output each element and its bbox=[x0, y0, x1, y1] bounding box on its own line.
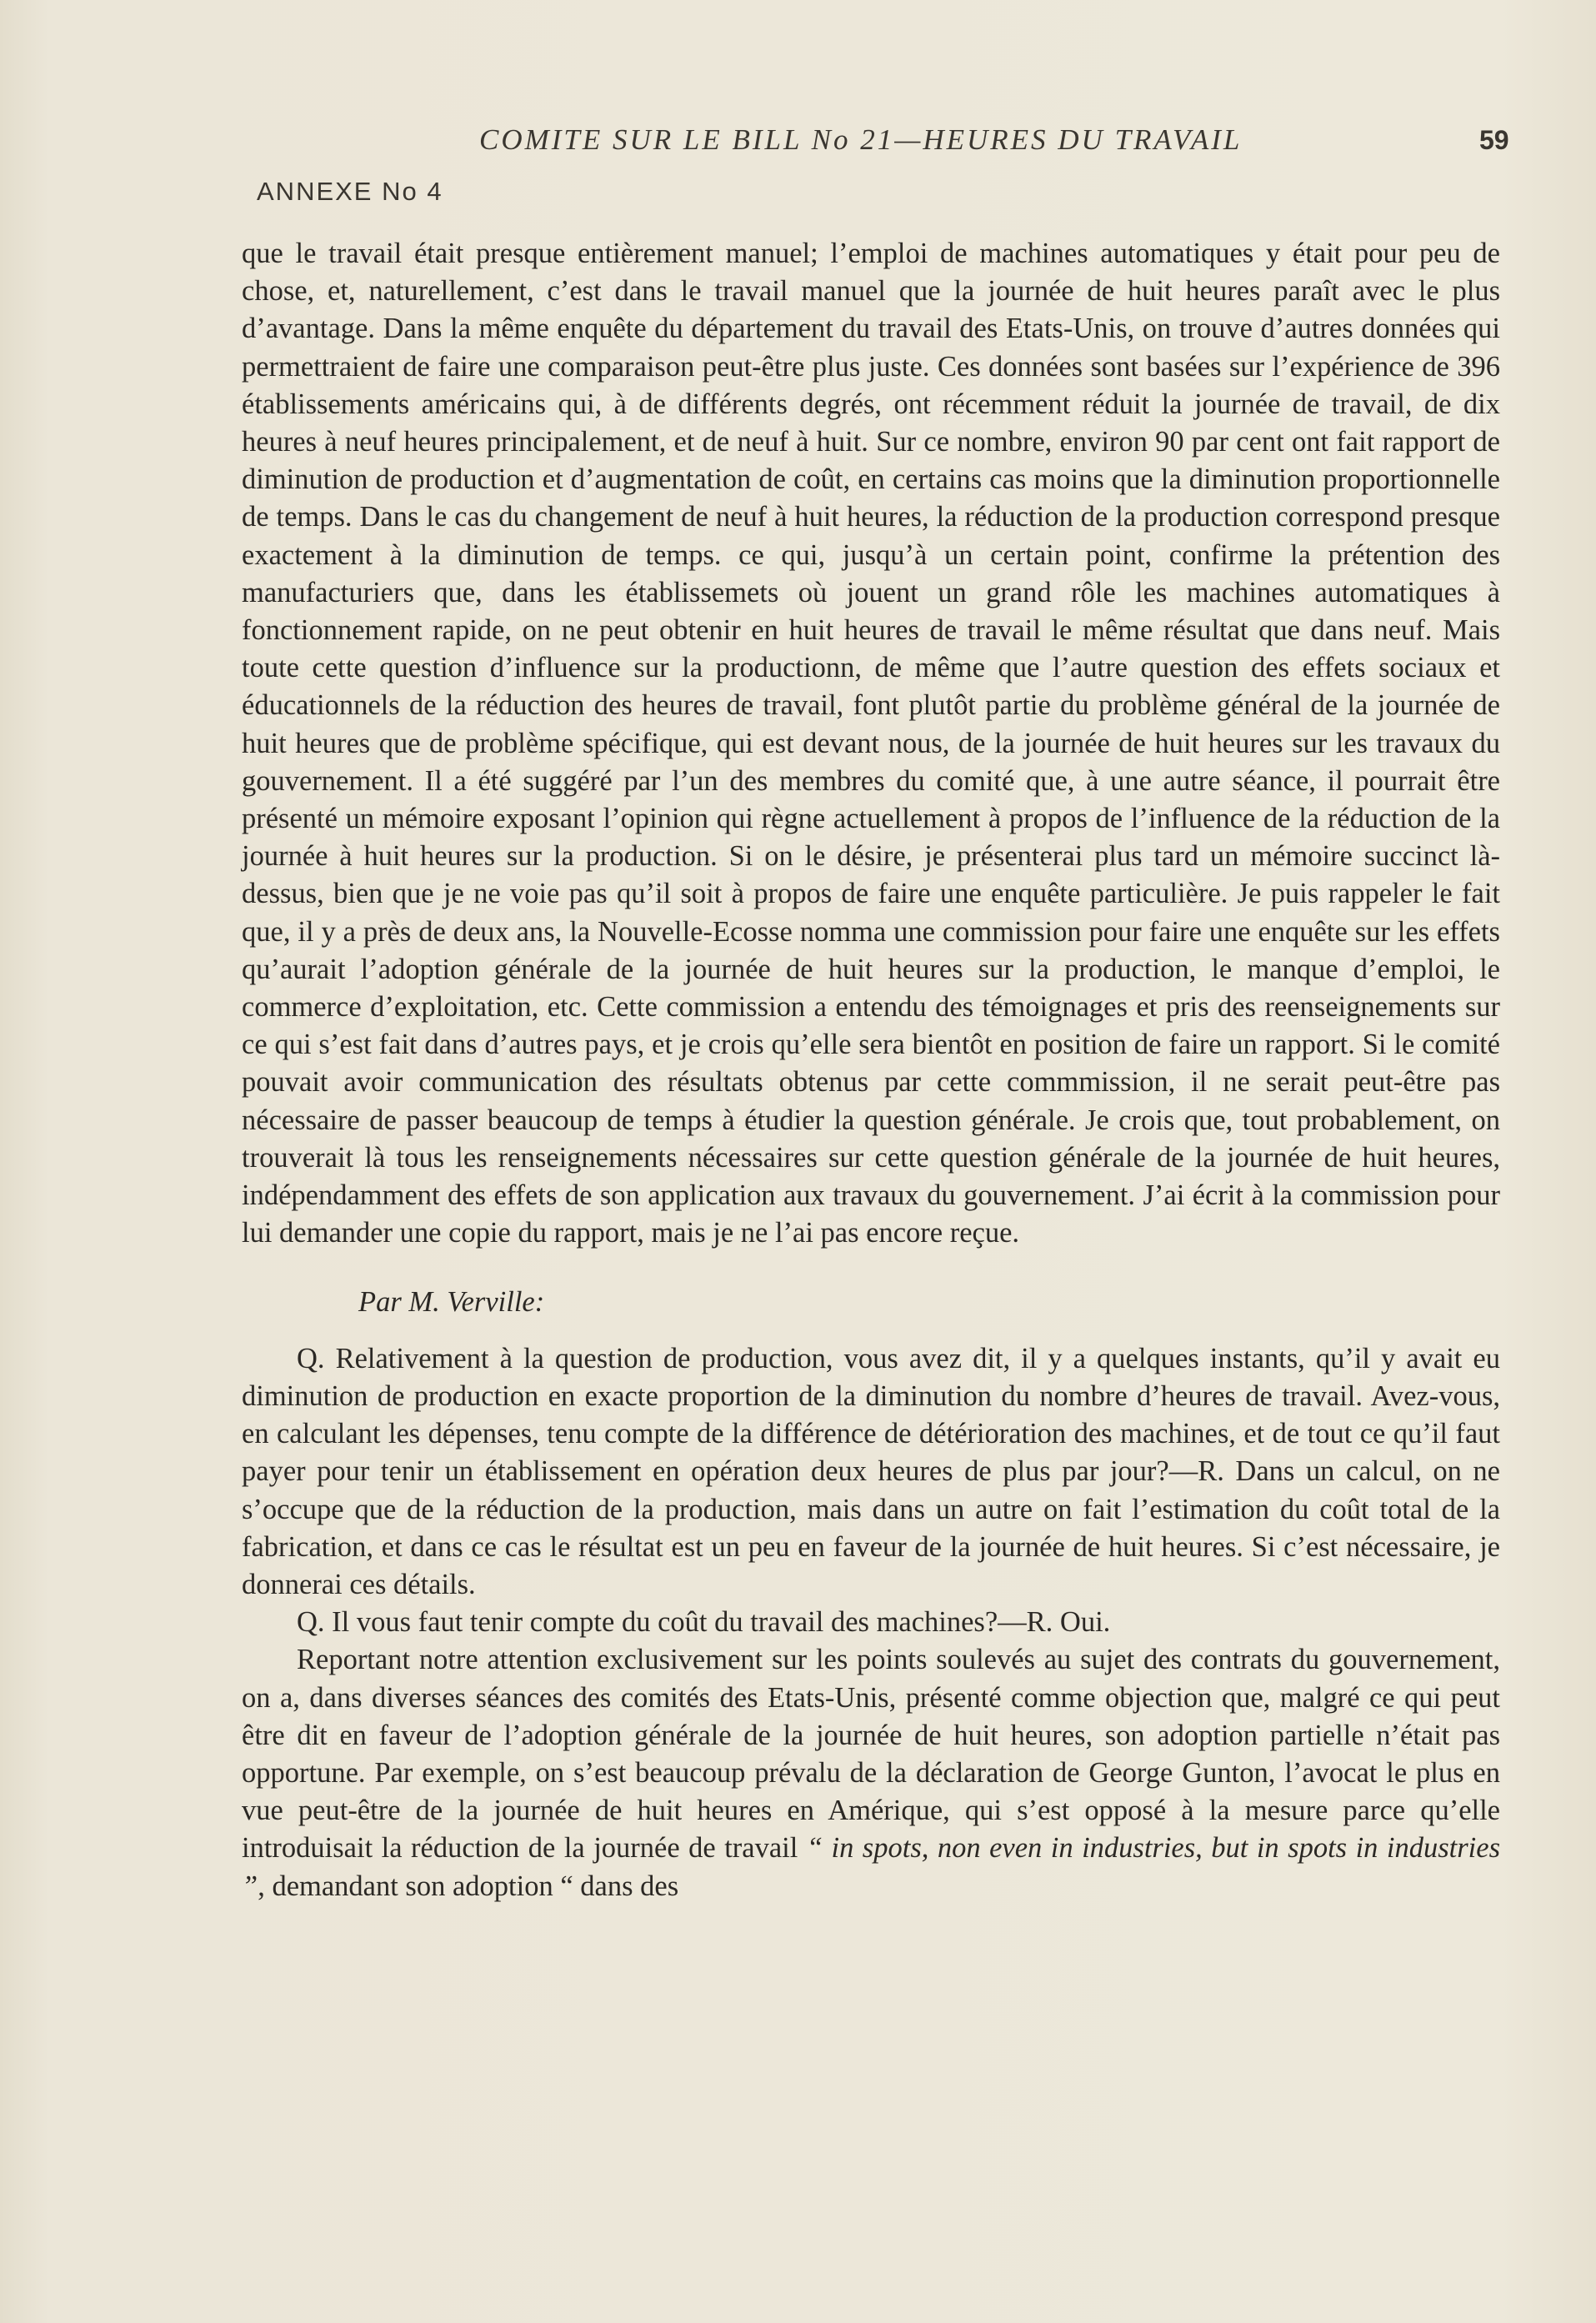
question-answer: Q. Il vous faut tenir compte du coût du travail des machines?—R. Oui. bbox=[297, 1606, 1111, 1639]
page-number: 59 bbox=[1479, 125, 1509, 155]
paragraph bbox=[242, 1641, 1500, 1905]
body-text bbox=[242, 235, 1500, 1905]
running-title: COMITE SUR LE BILL No 21—HEURES DU TRAVAIL bbox=[479, 123, 1243, 156]
paragraph-text-end: , demandant son adoption “ dans des bbox=[258, 1870, 679, 1902]
annex-label: ANNEXE No 4 bbox=[257, 177, 443, 206]
speaker-byline: Par M. Verville: bbox=[358, 1286, 545, 1319]
paragraph-text: Reportant notre attention exclusivement sur les points soulevés au sujet des contrats du gouvernement, on a, dans diverses séances des comités des Etats-Unis, présenté comme objection que, malgré ce qui peut être dit en faveur de l’adoption générale de la journée de huit heures, son adoption partielle n’était pas opportune. Par exemple, on s’est beaucoup prévalu de la déclaration de George Gunton, l’avocat le plus en vue peut-être de la journée de huit heures en Amérique, qui s’est opposé à la mesure parce qu’elle introduisait la réduction de la journée de travail bbox=[242, 1644, 1500, 1865]
paragraph: que le travail était presque entièrement manuel; l’emploi de machines automatiques y était pour peu de chose, et, naturellement, c’est dans le travail manuel que la journée de huit heures paraît avec le plus d’avantage. Dans la même enquête du département du travail des Etats-Unis, on trouve d’autres données qui permettraient de faire une comparaison peut-être plus juste. Ces données sont basées sur l’expérience de 396 établissements américains qui, à de différents degrés, ont récemment réduit la journée de travail, de dix heures à neuf heures principalement, et de neuf à huit. Sur ce nombre, environ 90 par cent ont fait rapport de diminution de production et d’augmentation de coût, en certains cas moins que la diminution proportionnelle de temps. Dans le cas du changement de neuf à huit heures, la réduction de la production correspond presque exactement à la diminution de temps. ce qui, jusqu’à un certain point, confirme la prétention des manufacturiers que, dans les établissemets où jouent un grand rôle les machines automatiques à fonctionnement rapide, on ne peut obtenir en huit heures de travail le même résultat que dans neuf. Mais toute cette question d’influence sur la productionn, de même que l’autre question des effets sociaux et éducationnels de la réduction des heures de travail, font plutôt partie du problème général de la journée de huit heures que de problème spécifique, qui est devant nous, de la journée de huit heures sur les travaux du gouvernement. Il a été suggéré par l’un des membres du comité que, à une autre séance, il pourrait être présenté un mémoire exposant l’opinion qui règne actuellement à propos de l’influence de la réduction de la journée à huit heures sur la production. Si on le désire, je présenterai plus tard un mémoire succinct là-dessus, bien que je ne voie pas qu’il soit à propos de faire une enquête particulière. Je puis rappeler le fait que, il y a près de deux ans, la Nouvelle-Ecosse nomma une commission pour faire une enquête sur les effets qu’aurait l’adoption générale de la journée de huit heures sur la production, le manque d’emploi, le commerce d’exploitation, etc. Cette commission a entendu des témoignages et pris des reenseignements sur ce qui s’est fait dans d’autres pays, et je crois qu’elle sera bientôt en position de faire un rapport. Si le comité pouvait avoir communication des résultats obtenus par cette commmission, il ne serait peut-être pas nécessaire de passer beaucoup de temps à étudier la question générale. Je crois que, tout probablement, on trouverait là tous les renseignements nécessaires sur cette question générale de la journée de huit heures, indépendamment des effets de son application aux travaux du gouvernement. J’ai écrit à la commission pour lui demander une copie du rapport, mais je ne l’ai pas encore reçue. bbox=[242, 238, 1500, 1249]
quotation: “ in spots, non even in industries, but in spots in industries ” bbox=[242, 1832, 1501, 1902]
question-answer: Q. Relativement à la question de production, vous avez dit, il y a quelques instants, qu’il y avait eu diminution de production en exacte proportion de la diminution du nombre d’heures de travail. Avez-vous, en calculant les dépenses, tenu compte de la différence de détérioration des machines, et de tout ce qu’il faut payer pour tenir un établissement en opération deux heures de plus par jour?—R. Dans un calcul, on ne s’occupe que de la réduction de la production, mais dans un autre on fait l’estimation du coût total de la fabrication, et dans ce cas le résultat est un peu en faveur de la journée de huit heures. Si c’est nécessaire, je donnerai ces détails. bbox=[242, 1342, 1500, 1600]
